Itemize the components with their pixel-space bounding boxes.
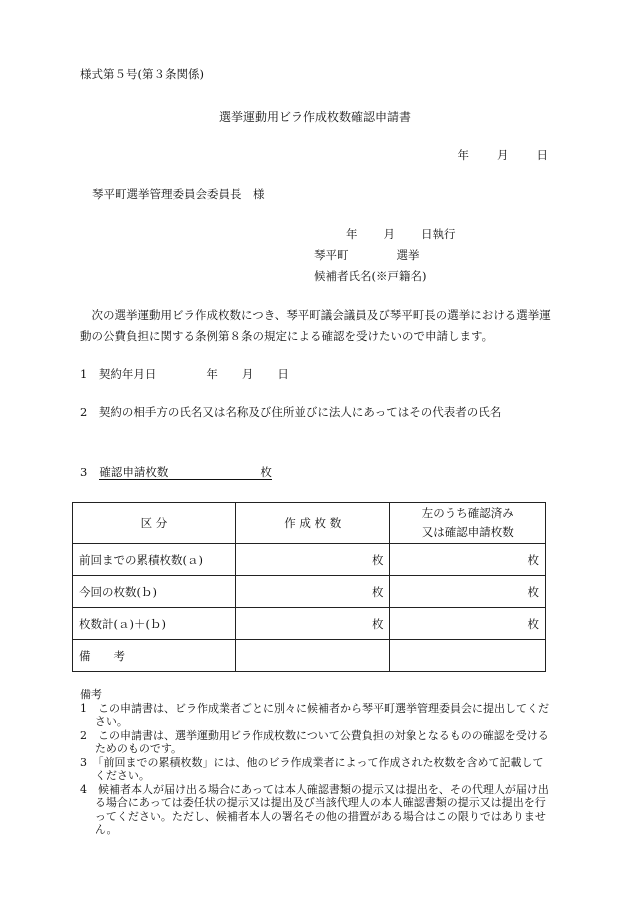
row-confirmed-unit: 枚	[390, 544, 546, 576]
notes-title: 備考	[80, 688, 102, 701]
note-item: 1 この申請書は、ビラ作成業者ごとに別々に候補者から琴平町選挙管理委員会に提出してください。	[80, 701, 549, 728]
table-row	[73, 544, 546, 576]
document-title: 選挙運動用ビラ作成枚数確認申請書	[218, 110, 411, 124]
addressee: 琴平町選挙管理委員会委員長 様	[92, 187, 265, 201]
contract-party-item: 2 契約の相手方の氏名又は名称及び住所並びに法人にあってはその代表者の氏名	[80, 405, 502, 419]
row-label: 前回までの累積枚数(ａ)	[73, 544, 236, 576]
header-confirmed-line2: 又は確認申請枚数	[421, 525, 514, 539]
table-row	[73, 608, 546, 640]
exec-day: 日執行	[421, 227, 456, 241]
candidate-name-label: 候補者氏名(※戸籍名)	[314, 269, 427, 283]
count-blank	[168, 466, 260, 480]
contract-year: 年	[206, 367, 218, 381]
remarks-cell	[390, 640, 546, 672]
remarks-cell	[235, 640, 389, 672]
header-created-count: 作 成 枚 数	[235, 503, 389, 544]
exec-year: 年	[346, 227, 358, 241]
row-label: 今回の枚数(ｂ)	[73, 576, 236, 608]
election-name: 選挙	[396, 248, 420, 262]
table-row	[73, 576, 546, 608]
contract-month: 月	[241, 367, 254, 381]
note-item: 2 この申請書は、選挙運動用ビラ作成枚数について公費負担の対象となるものの確認を受けるためのものです。	[80, 728, 549, 755]
table-header-row	[73, 503, 546, 544]
header-confirmed-count	[390, 503, 546, 544]
row-confirmed-unit: 枚	[390, 608, 546, 640]
count-table	[72, 502, 546, 672]
row-created-unit: 枚	[235, 608, 389, 640]
row-created-unit: 枚	[235, 544, 389, 576]
application-date	[458, 147, 549, 163]
town-election	[314, 247, 420, 263]
requested-count-item	[80, 464, 272, 480]
town-name: 琴平町	[314, 248, 349, 262]
row-label: 枚数計(ａ)＋(ｂ)	[73, 608, 236, 640]
row-created-unit: 枚	[235, 576, 389, 608]
date-year: 年	[457, 148, 469, 162]
election-date	[346, 226, 456, 242]
item3-number: 3	[80, 465, 88, 479]
date-day: 日	[536, 148, 548, 162]
application-statement: 次の選挙運動用ビラ作成枚数につき、琴平町議会議員及び琴平町長の選挙における選挙運動の公費負担に関する条例第８条の規定による確認を受けたいので申請します。	[80, 308, 551, 343]
contract-date-item	[80, 366, 289, 382]
header-confirmed-line1: 左のうち確認済み	[421, 506, 514, 520]
notes-section	[80, 688, 552, 837]
item3-label: 確認申請枚数	[99, 465, 169, 479]
exec-month: 月	[383, 227, 395, 241]
note-item: 3 「前回までの累積枚数」には、他のビラ作成業者によって作成された枚数を含めて記載してください。	[80, 755, 544, 782]
note-item: 4 候補者本人が届け出る場合にあっては本人確認書類の提示又は提出を、その代理人が届け出る場合にあっては委任状の提示又は提出及び当該代理人の本人確認書類の提示又は提出を行ってください。ただし、候補者本人の署名その他の措置がある場合はこの限りではありません。	[80, 782, 549, 836]
contract-date-label: 1 契約年月日	[80, 367, 157, 381]
form-number: 様式第５号(第３条関係)	[80, 67, 204, 81]
header-category: 区 分	[73, 503, 236, 544]
table-row-remarks	[73, 640, 546, 672]
date-month: 月	[497, 148, 509, 162]
contract-day: 日	[277, 367, 289, 381]
row-label: 備 考	[73, 640, 236, 672]
row-confirmed-unit: 枚	[390, 576, 546, 608]
item3-unit: 枚	[260, 465, 272, 479]
